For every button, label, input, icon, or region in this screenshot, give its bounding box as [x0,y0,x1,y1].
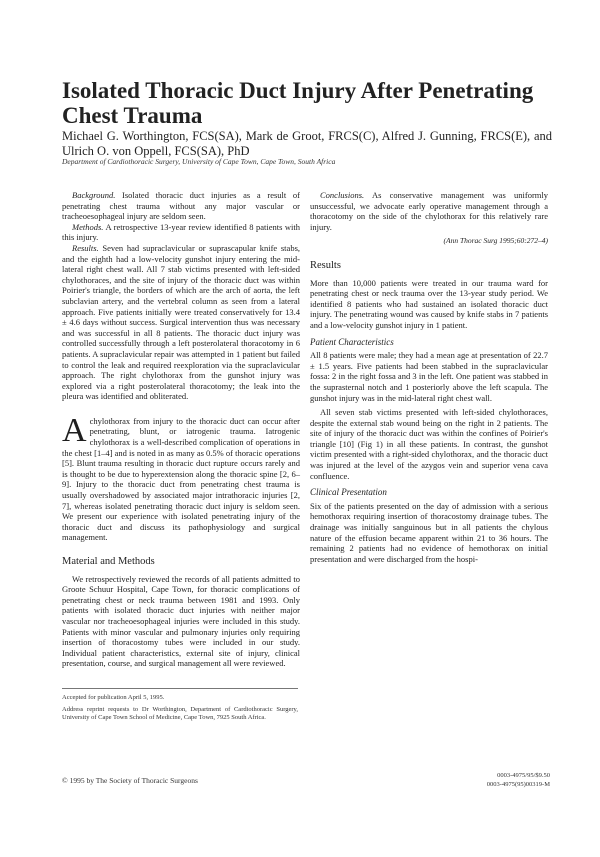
abstract-results-text: Seven had supraclavicular or suprascapular knife stabs, and the eighth had a low-velocity gunshot injury entering the mid-lateral right chest wall. All 7 stab victims presented with left-sided chylothoraces, and the site of injury of the thoracic duct was within Poirier's triangle, the borders of which are the arch of aorta, the left subclavian artery, and the vertebral column as seen from a lateral approach. Five patients initially were treated conservatively for 13.4 ± 4.6 days without success. Surgical intervention thus was necessary and was successful in all 8 patients. The thoracic duct injury was controlled successfully through a left posterolateral thoracotomy in 6 patients. A supraclavicular repair was attempted in 1 patient but failed to control the leak and required reexploration via the supraclavicular approach. The right chylothorax from the gunshot injury was explored via a right posterolateral thoracotomy; the leak into the pleura was identified and obliterated. [62,242,301,402]
issn-code: 0003-4975/95/$9.50 [497,772,550,779]
footnote-address: Address reprint requests to Dr Worthington, Department of Cardiothoracic Surgery, University of Cape Town School of Medicine, Cape Town, 7925 South Africa. [62,705,298,721]
left-column [62,190,300,673]
abstract-conclusions [310,190,548,232]
abstract-methods-text: A retrospective 13-year review identified 8 patients with this injury. [62,221,300,243]
abstract-methods [62,222,300,243]
journal-citation: (Ann Thorac Surg 1995;60:272–4) [443,236,548,246]
footnote-accepted: Accepted for publication April 5, 1995. [62,694,165,701]
results-heading: Results [310,259,341,271]
introduction-paragraph [62,411,300,543]
results-text: More than 10,000 patients were treated in our trauma ward for penetrating chest or neck trauma over the 13-year study period. We identified 8 patients who had sustained an isolated thoracic duct injury. The penetrating wound was caused by knife stabs in 7 patients and a low-velocity gunshot injury in 1 patient. [310,277,548,330]
drop-cap-letter: A [62,411,87,449]
clinical-presentation-text: Six of the patients presented on the day of admission with a serious hemothorax requiring insertion of thoracostomy drainage tubes. The drainage was initially sanguinous but in all patients the chylous nature of the effusion became apparent within 21 to 36 hours. The remaining 2 patients had no evidence of hemothorax on initial presentation and were discharged from the hospi- [310,500,548,564]
abstract-results-label: Results. [72,242,99,253]
abstract-conclusions-text: As conservative management was uniformly unsuccessful, we advocate early operative management through a thoracotomy on the side of the chylothorax for this relatively rare injury. [310,190,549,232]
abstract-conclusions-label: Conclusions. [320,190,365,200]
article-authors: Michael G. Worthington, FCS(SA), Mark de Groot, FRCS(C), Alfred J. Gunning, FRCS(E), and Ulrich O. von Oppell, FCS(SA), PhD [62,129,552,158]
copyright-line: © 1995 by The Society of Thoracic Surgeons [62,776,198,785]
abstract-background [62,190,300,222]
abstract [62,190,300,402]
abstract-methods-label: Methods. [72,221,104,232]
methods-text: We retrospectively reviewed the records of all patients admitted to Groote Schuur Hospital, Cape Town, for thoracic complications of penetrating chest or neck trauma between 1981 and 1993. Only patients with isolated thoracic duct injuries with neither major vascular nor tracheoesophageal injuries were included in this study. Patients with minor vascular and pulmonary injuries only requiring insertion of thoracostomy tubes were included in our study. Individual patient characteristics, external site of injury, clinical presentation, course, and surgical management all were reviewed. [62,573,300,669]
abstract-background-text: Isolated thoracic duct injuries as a result of penetrating chest trauma without any major vascular or tracheoesophageal injury are seldom seen. [62,190,301,222]
patient-characteristics-text: All 8 patients were male; they had a mean age at presentation of 22.7 ± 1.5 years. Five patients had been stabbed in the supraclavicular fossa: 2 in the right fossa and 3 in the left. One patient was stabbed in the suprasternal notch and 1 posteriorly above the left scapula. The gunshot injury was in the mid-lateral right chest wall. [310,350,548,403]
ssdi-code: 0003-4975(95)00319-M [486,780,550,788]
article-title: Isolated Thoracic Duct Injury After Penetrating Chest Trauma [62,78,534,128]
introduction-text: chylothorax from injury to the thoracic duct can occur after penetrating, blunt, or iatrogenic trauma. Iatrogenic chylothorax is a well-described complication of operations in the chest [1–4] and is noted in as many as 0.5% of thoracic operations [5]. Blunt trauma resulting in thoracic duct rupture occurs rarely and is thought to be due to hyperextension along the thoracic spine [2, 6–9]. Injury to the thoracic duct from penetrating chest trauma is usually overshadowed by associated major intrathoracic injuries [2, 7], whereas isolated penetrating thoracic duct injury is seldom seen. We present our experience with isolated penetrating injury of the thoracic duct and discuss its pathophysiology and surgical management. [62,415,300,543]
patient-characteristics-text-2: All seven stab victims presented with left-sided chylothoraces, despite the external stab wound being on the right in 2 patients. The site of injury of the thoracic duct was within the confines of Poirier's triangle [10] (Fig 1) in all these patients. In contrast, the gunshot victim presented with a right-sided chylothorax, and the thoracic duct was injured at the level of the azygos vein and superior vena cava confluence. [310,407,548,481]
patient-characteristics-heading: Patient Characteristics [310,336,394,347]
article-affiliation: Department of Cardiothoracic Surgery, University of Cape Town, Cape Town, South Africa [62,157,336,166]
abstract-background-label: Background. [72,190,116,200]
right-column [310,190,548,568]
footnote [62,688,298,726]
clinical-presentation-heading: Clinical Presentation [310,487,387,498]
publication-codes [470,772,550,789]
abstract-results [62,243,300,402]
methods-heading: Material and Methods [62,556,155,567]
